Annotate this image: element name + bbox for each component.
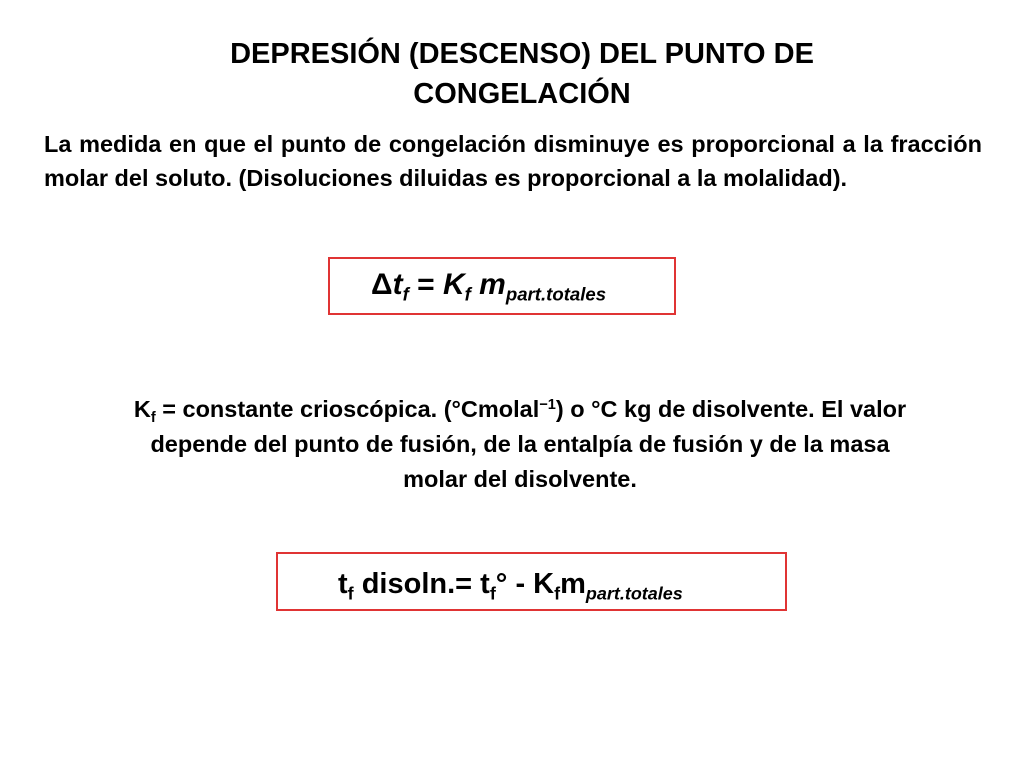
kf-unit-exponent: −1: [539, 397, 556, 413]
solution-freezing-point-formula-box: [276, 552, 787, 611]
formula-t-subscript: f: [402, 283, 409, 305]
kf-definition-tail: ) o °C kg de disolvente. El valor: [555, 396, 907, 422]
formula-equals: =: [408, 268, 443, 301]
formula2-t0-subscript: f: [489, 583, 496, 604]
formula2-k-subscript: f: [554, 583, 561, 604]
formula-m-subscript: part.totales: [505, 283, 607, 305]
freezing-point-depression-formula: [371, 267, 606, 303]
slide-title-line-2: CONGELACIÓN: [413, 78, 631, 110]
slide-title: [90, 34, 954, 114]
formula2-t: t: [338, 568, 348, 600]
slide-title-line-1: DEPRESIÓN (DESCENSO) DEL PUNTO DE: [230, 38, 814, 70]
delta-symbol: Δ: [371, 268, 393, 301]
intro-paragraph: La medida en que el punto de congelación disminuye es proporcional a la fracción molar del soluto. (Disoluciones diluidas es proporcional a la molalidad).: [44, 131, 982, 191]
kf-subscript: f: [150, 410, 156, 427]
formula2-t-subscript: f: [347, 583, 354, 604]
formula2-text-2: ° - K: [495, 568, 555, 600]
formula2-m-subscript: part.totales: [585, 583, 683, 604]
formula-t: t: [392, 268, 403, 301]
formula-k: K: [442, 268, 465, 301]
formula-k-subscript: f: [464, 283, 471, 305]
freezing-point-depression-formula-box: [328, 257, 676, 315]
formula-m: m: [470, 268, 506, 301]
formula2-m: m: [560, 568, 586, 600]
kf-definition: [40, 392, 1000, 497]
kf-definition-line-3: molar del disolvente.: [403, 466, 637, 492]
kf-definition-text: = constante crioscópica. (°Cmolal: [155, 396, 540, 422]
kf-definition-line-1: [40, 392, 1000, 427]
formula2-text-1: disoln.= t: [353, 568, 490, 600]
kf-symbol: K: [133, 396, 151, 422]
kf-definition-line-2: depende del punto de fusión, de la entalpía de fusión y de la masa: [150, 431, 890, 457]
solution-freezing-point-formula: [338, 566, 683, 602]
